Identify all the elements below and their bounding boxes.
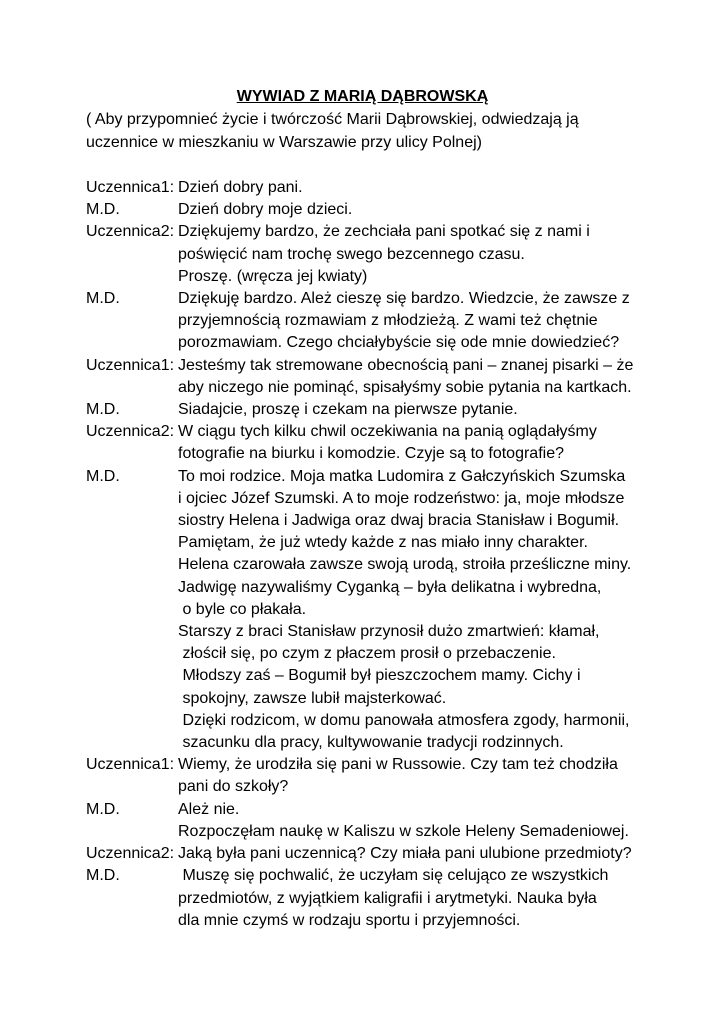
intro-paragraph [86,108,706,154]
dialogue-line: Jesteśmy tak stremowane obecnością pani – znanej pisarki – że [178,356,634,374]
speaker-label: M.D. [86,800,120,818]
dialogue-line: Dzień dobry moje dzieci. [178,201,353,219]
dialogue-entry [86,843,686,865]
dialogue-line: Starszy z braci Stanisław przynosił dużo zmartwień: kłamał, [178,623,600,641]
dialogue-line: Muszę się pochwalić, że uczyłam się celująco ze wszystkich [178,867,609,885]
speaker-label: M.D. [86,201,120,219]
speaker-label: Uczennica1: [86,179,175,196]
dialogue-line: To moi rodzice. Moja matka Ludomira z Gałczyńskich Szumska [178,467,626,485]
dialogue-line: Helena czarowała zawsze swoją urodą, stroiła prześliczne miny. [178,556,632,574]
dialogue-line: o byle co płakała. [178,600,307,618]
intro-line: uczennice w mieszkaniu w Warszawie przy ulicy Polnej) [86,134,482,151]
dialogue-line: Siadajcie, proszę i czekam na pierwsze pytanie. [178,401,518,419]
speaker-label: Uczennica1: [86,756,175,774]
dialogue-entry [86,221,686,288]
dialogue-entry [86,799,686,843]
speaker-label: Uczennica2: [86,223,175,241]
dialogue-entry [86,466,686,755]
dialogue-entry [86,399,686,421]
dialogue-entry [86,421,686,465]
dialogue [86,177,686,932]
speaker-label: Uczennica1: [86,356,175,374]
dialogue-entry [86,199,686,221]
dialogue-line: przedmiotów, z wyjątkiem kaligrafii i arytmetyki. Nauka była [178,889,597,907]
dialogue-line: i ojciec Józef Szumski. A to moje rodzeństwo: ja, moje młodsze [178,489,625,507]
dialogue-line: Wiemy, że urodziła się pani w Russowie. Czy tam też chodziła [178,756,618,774]
dialogue-entry [86,177,686,199]
dialogue-entry [86,355,686,399]
dialogue-line: Dzięki rodzicom, w domu panowała atmosfera zgody, harmonii, [178,711,630,729]
dialogue-entry [86,865,686,932]
dialogue-entry [86,754,686,798]
dialogue-line: przyjemnością rozmawiam z młodzieżą. Z wami też chętnie [178,312,598,330]
dialogue-line: szacunku dla pracy, kultywowanie tradycji rodzinnych. [178,734,564,752]
speaker-label: M.D. [86,467,120,485]
dialogue-line: poświęcić nam trochę swego bezcennego czasu. [178,245,525,263]
speaker-label: M.D. [86,290,120,308]
dialogue-entry [86,288,686,355]
dialogue-line: Dzień dobry pani. [178,179,303,196]
dialogue-line: Ależ nie. [178,800,240,818]
speaker-label: Uczennica2: [86,845,175,863]
intro-line: ( Aby przypomnieć życie i twórczość Marii Dąbrowskiej, odwiedzają ją [86,111,579,128]
dialogue-line: Pamiętam, że już wtedy każde z nas miało inny charakter. [178,534,588,552]
dialogue-line: Jadwigę nazywaliśmy Cyganką – była delikatna i wybredna, [178,578,602,596]
dialogue-line: pani do szkoły? [178,778,289,796]
speaker-label: Uczennica2: [86,423,175,441]
dialogue-line: Dziękuję bardzo. Ależ cieszę się bardzo. Wiedzcie, że zawsze z [178,290,630,308]
document-title: WYWIAD Z MARIĄ DĄBROWSKĄ [236,88,489,105]
dialogue-line: fotografie na biurku i komodzie. Czyje są to fotografie? [178,445,564,463]
dialogue-line: Młodszy zaś – Bogumił był pieszczochem mamy. Cichy i [178,667,581,685]
dialogue-line: W ciągu tych kilku chwil oczekiwania na panią oglądałyśmy [178,423,597,441]
dialogue-line: Rozpoczęłam naukę w Kaliszu w szkole Heleny Semadeniowej. [178,822,629,840]
dialogue-line: siostry Helena i Jadwiga oraz dwaj bracia Stanisław i Bogumił. [178,512,620,530]
dialogue-line: spokojny, zawsze lubił majsterkować. [178,689,447,707]
dialogue-line: złościł się, po czym z płaczem prosił o przebaczenie. [178,645,556,663]
dialogue-line: dla mnie czymś w rodzaju sportu i przyjemności. [178,911,521,929]
speaker-label: M.D. [86,867,120,885]
dialogue-line: aby niczego nie pominąć, spisałyśmy sobie pytania na kartkach. [178,378,632,396]
dialogue-line: Dziękujemy bardzo, że zechciała pani spotkać się z nami i [178,223,590,241]
speaker-label: M.D. [86,401,120,419]
dialogue-line: Jaką była pani uczennicą? Czy miała pani ulubione przedmioty? [178,845,632,863]
dialogue-line: Proszę. (wręcza jej kwiaty) [178,267,368,285]
dialogue-line: porozmawiam. Czego chciałybyście się ode mnie dowiedzieć? [178,334,620,352]
